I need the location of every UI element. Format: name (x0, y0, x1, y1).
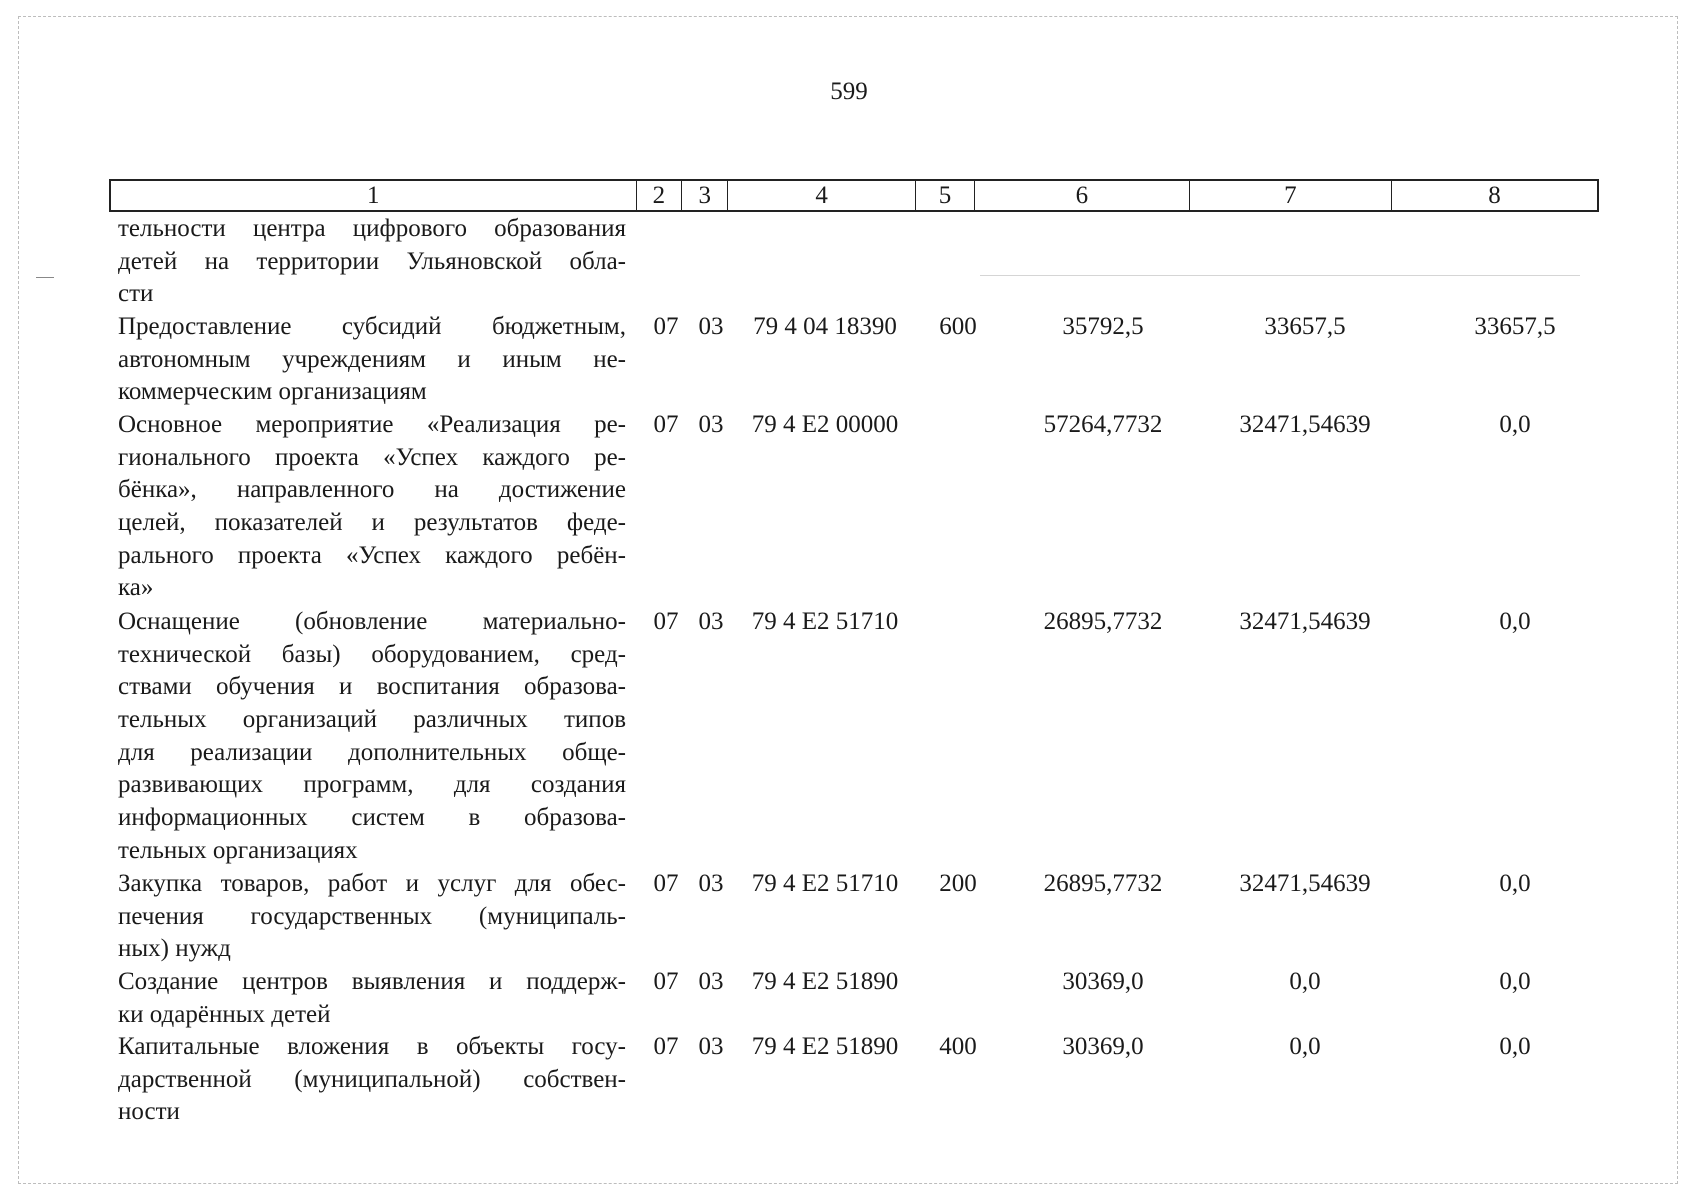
cell-col-7: 0,0 (1289, 968, 1321, 995)
cell-col-2: 07 (653, 313, 679, 340)
cell-col-6: 30369,0 (1062, 1033, 1144, 1060)
description-line: сти (118, 280, 154, 308)
description-line: тельности центра цифрового образования (118, 215, 626, 242)
description-line: Оснащение (обновление материально- (118, 608, 626, 635)
description-line: тельных организациях (118, 836, 358, 864)
cell-col-2: 07 (653, 968, 679, 995)
description-line: бёнка», направленного на достижение (118, 476, 626, 504)
description-line: тельных организаций различных типов (118, 706, 626, 734)
description-line: дарственной (муниципальной) собствен- (118, 1065, 626, 1093)
description-line: развивающих программ, для создания (118, 771, 626, 799)
cell-col-3: 03 (698, 870, 724, 897)
cell-col-4: 79 4 E2 51890 (751, 1033, 899, 1060)
cell-col-8: 0,0 (1499, 968, 1531, 995)
cell-col-4: 79 4 E2 51890 (751, 968, 899, 995)
header-col-6: 6 (974, 181, 1189, 210)
description-line: целей, показателей и результатов феде- (118, 509, 626, 537)
cell-col-5: 200 (939, 870, 977, 897)
cell-col-4: 79 4 E2 00000 (751, 411, 899, 438)
cell-col-5: 600 (939, 313, 977, 340)
description-line: гионального проекта «Успех каждого ре- (118, 443, 626, 471)
cell-col-2: 07 (653, 608, 679, 635)
cell-col-6: 26895,7732 (1043, 870, 1163, 897)
cell-col-8: 0,0 (1499, 411, 1531, 438)
cell-col-2: 07 (653, 1033, 679, 1060)
cell-col-4: 79 4 04 18390 (753, 313, 897, 340)
scan-artifact (36, 277, 54, 278)
cell-col-8: 0,0 (1499, 1033, 1531, 1060)
header-col-1: 1 (367, 182, 380, 209)
row-description (118, 213, 626, 311)
cell-col-4: 79 4 E2 51710 (751, 608, 899, 635)
description-line: автономным учреждениям и иным не- (118, 345, 626, 373)
description-line: ствами обучения и воспитания образова- (118, 673, 626, 701)
description-line: рального проекта «Успех каждого ребён- (118, 541, 626, 569)
description-line: ка» (118, 574, 154, 602)
description-line: информационных систем в образова- (118, 804, 626, 832)
description-line: ных) нужд (118, 935, 231, 963)
header-col-4: 4 (727, 181, 915, 210)
cell-col-6: 30369,0 (1062, 968, 1144, 995)
row-description (118, 966, 626, 1031)
description-line: технической базы) оборудованием, сред- (118, 640, 626, 668)
header-col-2: 2 (636, 181, 682, 210)
cell-col-5: 400 (939, 1033, 977, 1060)
cell-col-7: 0,0 (1289, 1033, 1321, 1060)
cell-col-3: 03 (698, 1033, 724, 1060)
description-line: Создание центров выявления и поддерж- (118, 968, 626, 995)
header-col-8: 8 (1391, 181, 1597, 210)
cell-col-3: 03 (698, 608, 724, 635)
cell-col-2: 07 (653, 411, 679, 438)
header-col-3: 3 (681, 181, 727, 210)
cell-col-7: 33657,5 (1264, 313, 1346, 340)
cell-col-7: 32471,54639 (1239, 411, 1371, 438)
page-number: 599 (830, 78, 868, 105)
description-line: детей на территории Ульяновской обла- (118, 247, 626, 275)
table-header (109, 179, 1599, 212)
cell-col-7: 32471,54639 (1239, 870, 1371, 897)
row-description (118, 606, 626, 868)
header-col-7: 7 (1189, 181, 1391, 210)
description-line: Закупка товаров, работ и услуг для обес- (118, 870, 626, 897)
description-line: ности (118, 1098, 180, 1126)
description-line: ки одарённых детей (118, 1000, 331, 1028)
cell-col-4: 79 4 E2 51710 (751, 870, 899, 897)
cell-col-8: 0,0 (1499, 608, 1531, 635)
cell-col-6: 26895,7732 (1043, 608, 1163, 635)
cell-col-7: 32471,54639 (1239, 608, 1371, 635)
scan-artifact (980, 275, 1580, 276)
row-description (118, 868, 626, 966)
cell-col-3: 03 (698, 313, 724, 340)
description-line: Основное мероприятие «Реализация ре- (118, 411, 626, 438)
description-line: печения государственных (муниципаль- (118, 902, 626, 930)
row-description (118, 409, 626, 605)
cell-col-6: 57264,7732 (1043, 411, 1163, 438)
header-col-5: 5 (915, 181, 974, 210)
row-description (118, 1031, 626, 1129)
row-description (118, 311, 626, 409)
cell-col-2: 07 (653, 870, 679, 897)
cell-col-8: 0,0 (1499, 870, 1531, 897)
description-line: коммерческим организациям (118, 378, 427, 406)
cell-col-8: 33657,5 (1474, 313, 1556, 340)
cell-col-6: 35792,5 (1062, 313, 1144, 340)
description-line: для реализации дополнительных обще- (118, 738, 626, 766)
cell-col-3: 03 (698, 968, 724, 995)
cell-col-3: 03 (698, 411, 724, 438)
description-line: Капитальные вложения в объекты госу- (118, 1033, 626, 1060)
description-line: Предоставление субсидий бюджетным, (118, 313, 626, 340)
